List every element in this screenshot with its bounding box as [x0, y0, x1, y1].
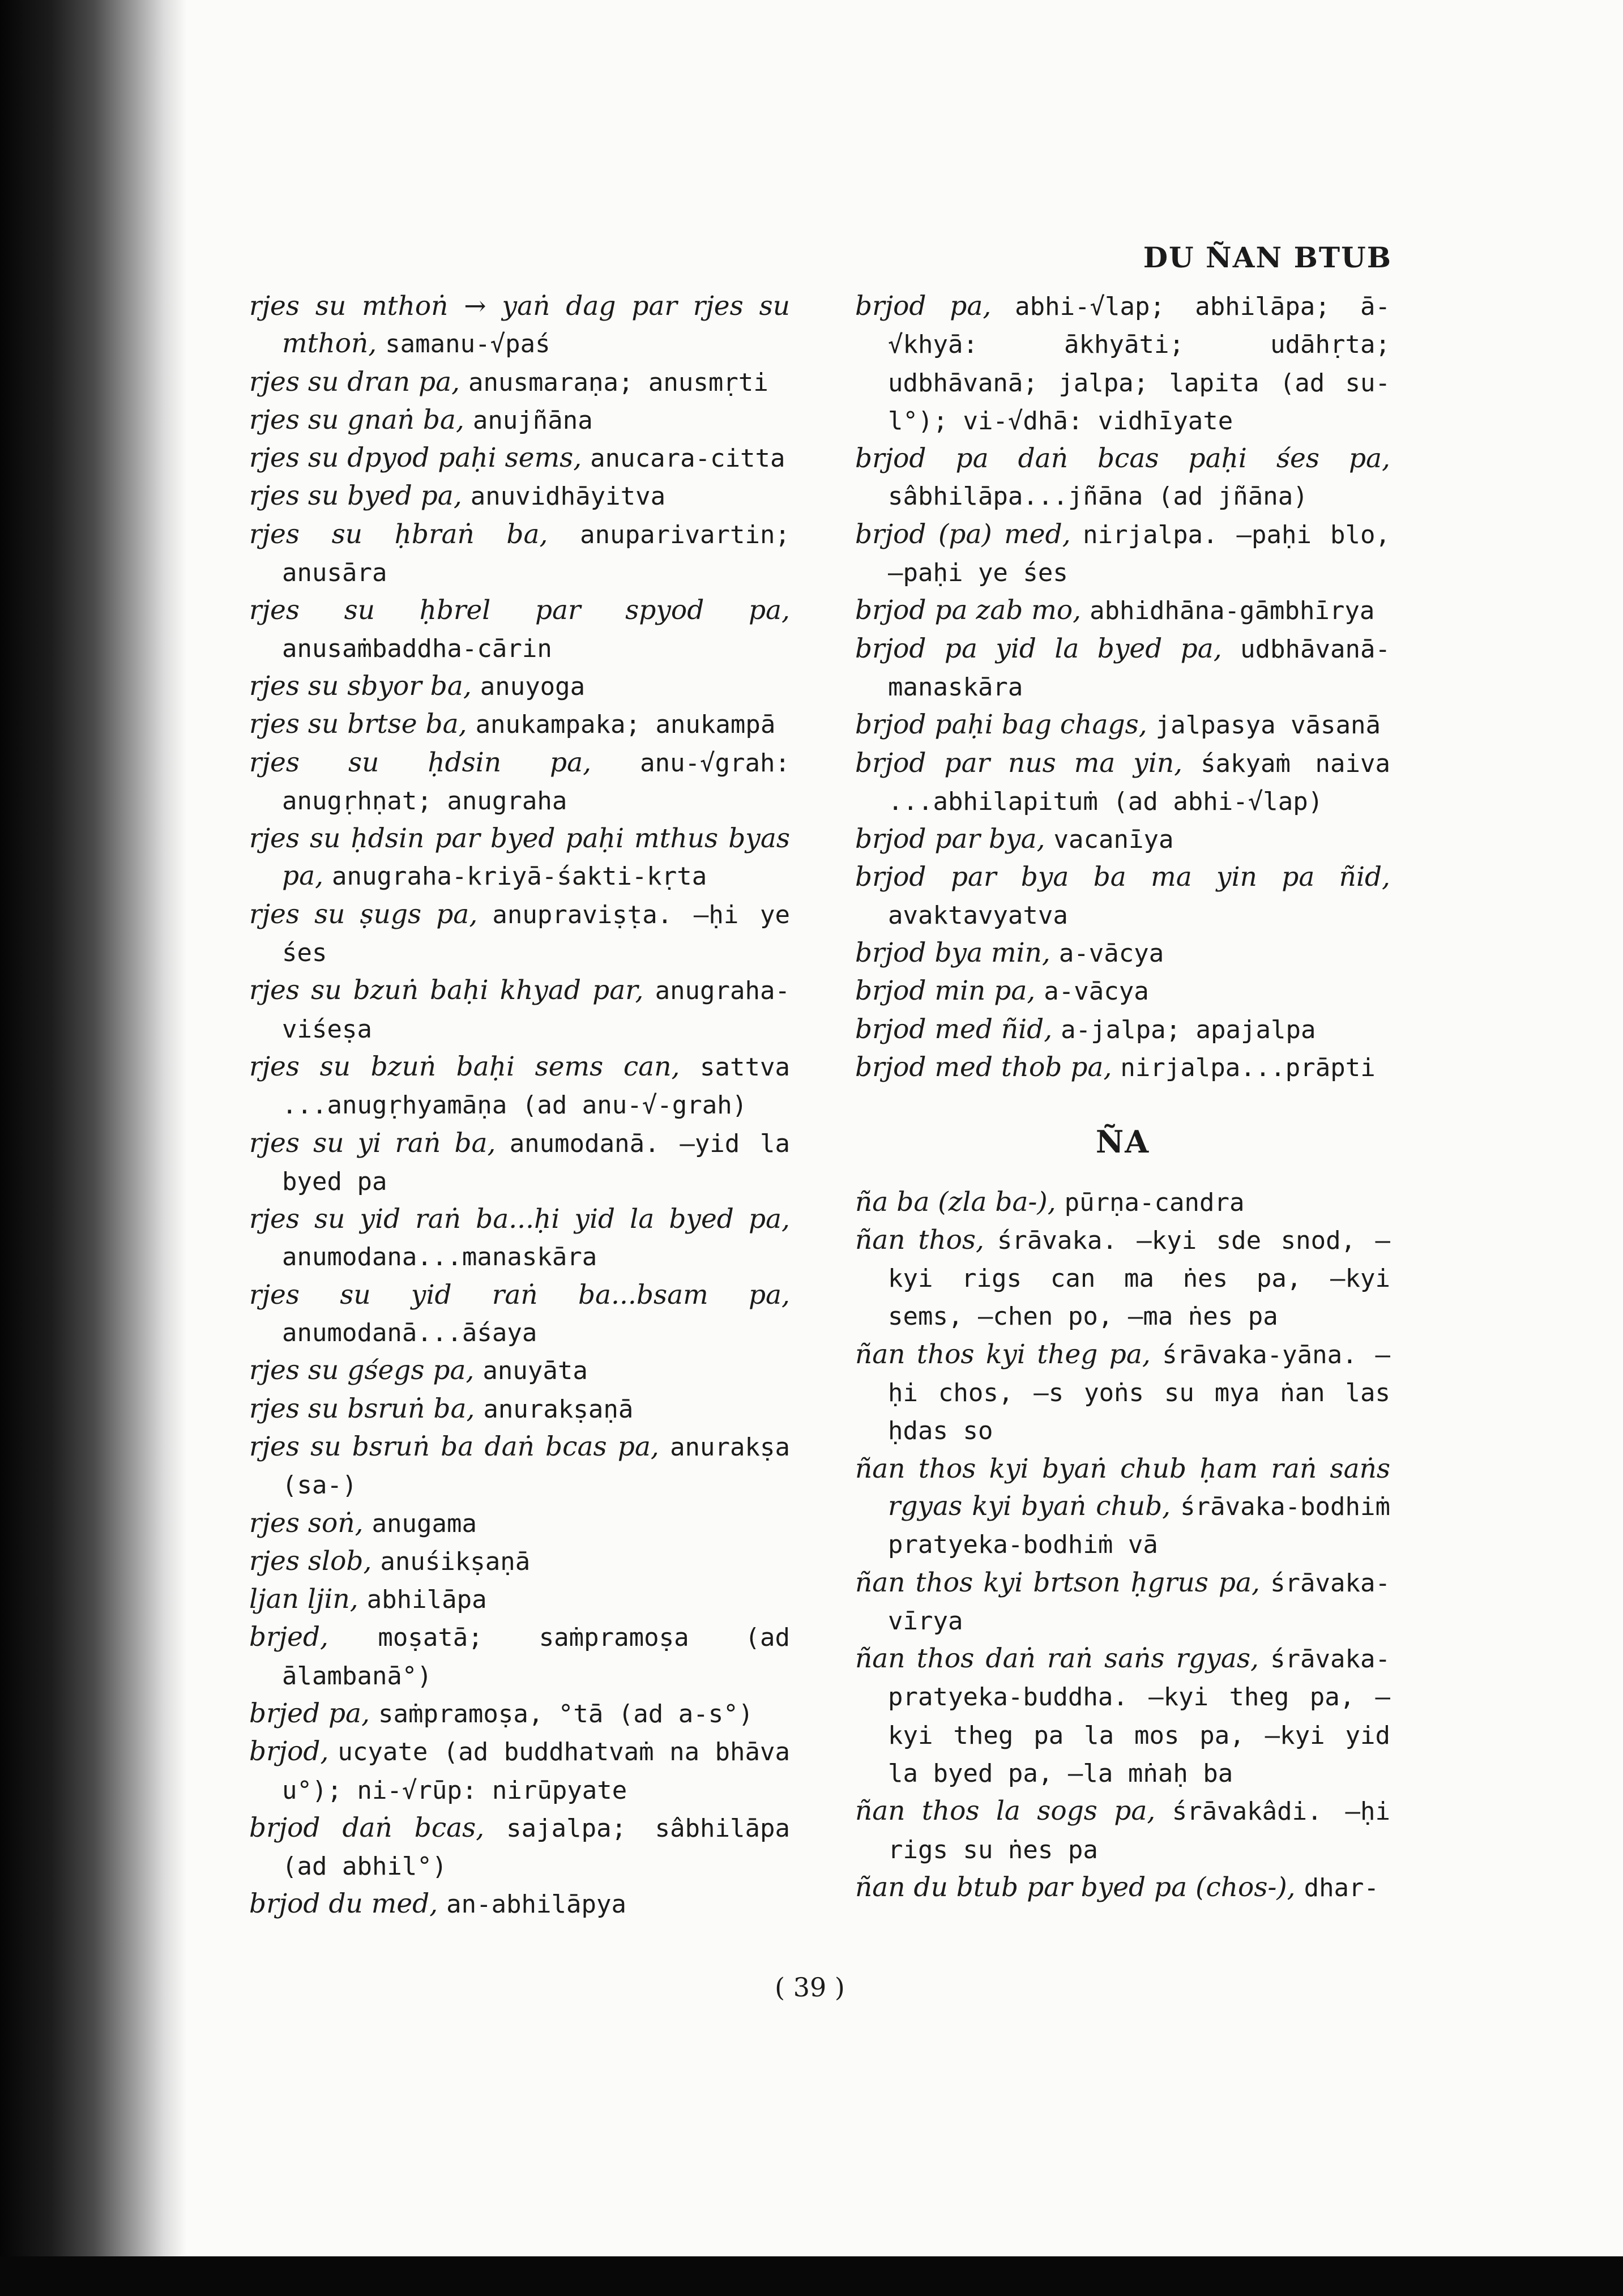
entry-definition: anurakṣa (sa-)	[282, 1432, 790, 1500]
dictionary-entry	[855, 1336, 1390, 1450]
entry-headword: rjes su brtse ba,	[249, 709, 467, 740]
entry-headword: rjes su bsruṅ ba daṅ bcas pa,	[249, 1431, 659, 1462]
entry-headword: ñan thos,	[855, 1224, 984, 1256]
entry-definition: anupraviṣṭa. —ḥi ye śes	[282, 900, 790, 968]
entry-definition: abhilāpa	[366, 1585, 487, 1615]
entry-headword: brjod du med,	[249, 1888, 438, 1920]
entry-definition: moṣatā; saṁpramoṣa (ad ālambanā°)	[282, 1623, 790, 1691]
dictionary-entry	[855, 1049, 1390, 1087]
dictionary-entry	[249, 592, 790, 668]
dictionary-entry	[249, 896, 790, 972]
entry-headword: ñan thos la sogs pa,	[855, 1795, 1156, 1827]
entry-definition: nirjalpa...prāpti	[1120, 1053, 1376, 1082]
entry-headword: rjes su gśegs pa,	[249, 1355, 475, 1386]
entry-headword: rjes soṅ,	[249, 1507, 364, 1539]
entry-headword: brjod min pa,	[855, 975, 1036, 1007]
entry-headword: ñan thos kyi byaṅ chub ḥam raṅ saṅs rgyas kyi byaṅ chub,	[855, 1453, 1390, 1522]
dictionary-entry	[855, 1564, 1390, 1641]
entry-headword: brjod paḥi bag chags,	[855, 709, 1147, 741]
entry-headword: ñan thos kyi theg pa,	[855, 1338, 1151, 1370]
dictionary-entry	[249, 439, 790, 477]
entry-headword: brjod pa yid la byed pa,	[855, 633, 1222, 664]
entry-definition: anuparivartin; anusāra	[282, 520, 790, 588]
entry-definition: anusaṁbaddha-cārin	[282, 634, 552, 663]
entry-headword: rjes su ḥdsin pa,	[249, 746, 592, 778]
entry-definition: anurakṣaṇā	[483, 1394, 634, 1424]
entry-headword: rjes su dpyod paḥi sems,	[249, 442, 582, 474]
dictionary-entry	[249, 820, 790, 896]
entry-definition: a-jalpa; apajalpa	[1061, 1015, 1316, 1044]
entry-headword: brjod par bya,	[855, 823, 1045, 855]
entry-headword: ñan thos kyi brtson ḥgrus pa,	[855, 1567, 1260, 1598]
entry-headword: brjed,	[249, 1621, 328, 1653]
entry-headword: rjes su bzuṅ baḥi khyad par,	[249, 975, 644, 1006]
entry-definition: śrāvaka-yāna. —ḥi chos, —s yoṅs su mya ṅan las ḥdas so	[888, 1340, 1390, 1446]
binding-shadow	[0, 0, 187, 2296]
dictionary-entry	[249, 706, 790, 744]
left-column	[249, 288, 790, 1924]
entry-definition: anugraha-kriyā-śakti-kṛta	[332, 862, 707, 891]
entry-definition: anu-√grah: anugṛhṇat; anugraha	[282, 748, 790, 816]
entry-definition: śrāvaka-vīrya	[888, 1568, 1390, 1636]
entry-headword: ña ba (zla ba-),	[855, 1186, 1056, 1218]
entry-headword: rjes su mthoṅ → yaṅ dag par rjes su mthoṅ,	[249, 291, 790, 360]
dictionary-entry	[855, 1869, 1390, 1907]
entry-definition: sajalpa; sâbhilāpa (ad abhil°)	[282, 1813, 790, 1881]
entry-headword: brjod,	[249, 1736, 329, 1768]
dictionary-entry	[249, 1885, 790, 1923]
entry-definition: anukampaka; anukampā	[475, 710, 776, 740]
entry-definition: an-abhilāpya	[446, 1890, 626, 1919]
entry-definition: ucyate (ad buddhatvaṁ na bhāva u°); ni-√rūp: nirūpyate	[282, 1738, 790, 1805]
entry-definition: śrāvaka-pratyeka-buddha. —kyi theg pa, —kyi theg pa la mos pa, —kyi yid la byed pa, —la mṅaḥ ba	[888, 1645, 1390, 1788]
entry-definition: samanu-√paś	[385, 330, 550, 359]
dictionary-entry	[249, 972, 790, 1048]
right-column	[855, 288, 1390, 1907]
entry-headword: brjod par nus ma yin,	[855, 747, 1183, 779]
entry-definition: pūrṇa-candra	[1064, 1188, 1245, 1217]
dictionary-entry	[249, 516, 790, 592]
dictionary-entry	[249, 1505, 790, 1543]
entry-headword: brjod pa daṅ bcas paḥi śes pa,	[855, 443, 1390, 475]
entry-definition: jalpasya vāsanā	[1155, 711, 1381, 740]
entry-headword: ñan thos daṅ raṅ saṅs rgyas,	[855, 1643, 1259, 1675]
entry-headword: rjes slob,	[249, 1545, 372, 1577]
entry-definition: a-vācya	[1058, 939, 1164, 968]
entry-definition: śakyaṁ naiva ...abhilapituṁ (ad abhi-√lap)	[888, 749, 1390, 816]
entry-definition: a-vācya	[1044, 977, 1149, 1006]
entry-definition: anugraha-viśeṣa	[282, 976, 790, 1044]
entry-headword: rjes su sbyor ba,	[249, 670, 472, 702]
right-column-entries	[855, 288, 1390, 1087]
dictionary-entry	[249, 1581, 790, 1619]
dictionary-entry	[249, 364, 790, 402]
dictionary-entry	[249, 1733, 790, 1810]
dictionary-entry	[249, 288, 790, 364]
dictionary-entry	[855, 821, 1390, 859]
entry-definition: anujñāna	[472, 406, 593, 435]
entry-definition: saṁpramoṣa, °tā (ad a-s°)	[378, 1699, 754, 1729]
entry-headword: rjes su byed pa,	[249, 480, 462, 512]
entry-headword: ñan du btub par byed pa (chos-),	[855, 1871, 1296, 1903]
dictionary-entry	[855, 1011, 1390, 1049]
dictionary-entry	[855, 859, 1390, 934]
entry-headword: ljan ljin,	[249, 1584, 358, 1615]
dictionary-entry	[855, 288, 1390, 440]
page-number: ( 39 )	[775, 1972, 845, 2003]
entry-definition: śrāvaka-bodhiṁ pratyeka-bodhiṁ vā	[888, 1492, 1390, 1560]
dictionary-entry	[855, 1640, 1390, 1793]
dictionary-entry	[249, 1277, 790, 1352]
dictionary-entry	[249, 1810, 790, 1886]
entry-definition: śrāvaka. —kyi sde snod, —kyi rigs can ma ṅes pa, —kyi sems, —chen po, —ma ṅes pa	[888, 1226, 1390, 1331]
dictionary-entry	[855, 1184, 1390, 1222]
dictionary-entry	[249, 1048, 790, 1125]
entry-headword: rjes su yid raṅ ba...bsam pa,	[249, 1279, 790, 1311]
entry-headword: brjod bya min,	[855, 937, 1050, 969]
entry-definition: sâbhilāpa...jñāna (ad jñāna)	[888, 482, 1308, 511]
entry-definition: anumodanā...āśaya	[282, 1318, 537, 1348]
dictionary-entry	[249, 1619, 790, 1695]
dictionary-entry	[249, 1201, 790, 1277]
entry-headword: rjes su ḥbrel par spyod pa,	[249, 595, 790, 626]
section-heading: ÑA	[1095, 1124, 1150, 1160]
entry-definition: anuvidhāyitva	[470, 482, 666, 511]
entry-headword: rjes su dran pa,	[249, 366, 460, 398]
entry-definition: śrāvakâdi. —ḥi rigs su ṅes pa	[888, 1797, 1390, 1864]
dictionary-entry	[249, 402, 790, 439]
entry-headword: rjes su bsruṅ ba,	[249, 1393, 475, 1424]
dictionary-entry	[249, 744, 790, 821]
entry-definition: udbhāvanā-manaskāra	[888, 634, 1390, 702]
entry-headword: rjes su ḥbraṅ ba,	[249, 518, 548, 550]
dictionary-entry	[855, 934, 1390, 972]
dictionary-entry	[249, 1428, 790, 1505]
entry-headword: rjes su yid raṅ ba...ḥi yid la byed pa,	[249, 1204, 790, 1235]
dictionary-entry	[249, 1125, 790, 1201]
entry-headword: rjes su bzuṅ baḥi sems can,	[249, 1051, 680, 1082]
entry-headword: brjod daṅ bcas,	[249, 1812, 485, 1843]
dictionary-entry	[249, 1543, 790, 1581]
entry-definition: anucara-citta	[590, 444, 785, 473]
entry-definition: sattva ...anugṛhyamāṇa (ad anu-√-grah)	[282, 1052, 790, 1120]
right-column-entries-section	[855, 1184, 1390, 1907]
dictionary-entry	[249, 1695, 790, 1733]
entry-definition: anumodanā. —yid la byed pa	[282, 1129, 790, 1196]
dictionary-entry	[855, 440, 1390, 516]
dictionary-entry	[249, 668, 790, 706]
running-header: DU ÑAN BTUB	[1143, 241, 1392, 274]
dictionary-entry	[855, 630, 1390, 707]
dictionary-entry	[855, 1793, 1390, 1869]
dictionary-entry	[249, 477, 790, 515]
entry-headword: brjed pa,	[249, 1697, 370, 1729]
dictionary-entry	[855, 745, 1390, 821]
entry-definition: anuśikṣaṇā	[380, 1547, 531, 1576]
entry-definition: vacanīya	[1053, 825, 1174, 855]
entry-definition: abhidhāna-gāmbhīrya	[1090, 596, 1375, 626]
entry-headword: rjes su ṣugs pa,	[249, 898, 478, 930]
dictionary-entry	[855, 1450, 1390, 1564]
dictionary-entry	[855, 706, 1390, 744]
dictionary-entry	[249, 1390, 790, 1428]
entry-headword: brjod pa,	[855, 291, 992, 322]
entry-definition: dhar-	[1304, 1873, 1379, 1902]
entry-definition: abhi-√lap; abhilāpa; ā-√khyā: ākhyāti; udāhṛta; udbhāvanā; jalpa; lapita (ad su-l°); vi-√dhā: vidhīyate	[888, 292, 1391, 436]
entry-headword: brjod par bya ba ma yin pa ñid,	[855, 861, 1390, 893]
entry-definition: anusmaraṇa; anusmṛti	[468, 368, 768, 397]
dictionary-entry	[855, 592, 1390, 630]
entry-definition: anuyoga	[480, 672, 586, 701]
dictionary-entry	[855, 1222, 1390, 1336]
entry-headword: rjes su gnaṅ ba,	[249, 404, 464, 436]
entry-definition: anuyāta	[482, 1356, 588, 1386]
entry-definition: anugama	[371, 1509, 477, 1538]
entry-headword: rjes su yi raṅ ba,	[249, 1127, 496, 1159]
entry-headword: rjes su ḥdsin par byed paḥi mthus byas pa,	[249, 823, 790, 892]
entry-definition: avaktavyatva	[888, 901, 1068, 930]
entry-definition: nirjalpa. —paḥi blo, —paḥi ye śes	[888, 520, 1390, 588]
entry-headword: brjod pa zab mo,	[855, 595, 1082, 626]
scan-bottom-edge	[0, 2256, 1623, 2296]
entry-headword: brjod med thob pa,	[855, 1051, 1112, 1083]
entry-headword: brjod med ñid,	[855, 1013, 1053, 1045]
entry-headword: brjod (pa) med,	[855, 518, 1071, 550]
entry-definition: anumodana...manaskāra	[282, 1243, 597, 1272]
dictionary-entry	[249, 1352, 790, 1390]
dictionary-entry	[855, 972, 1390, 1010]
dictionary-entry	[855, 516, 1390, 592]
